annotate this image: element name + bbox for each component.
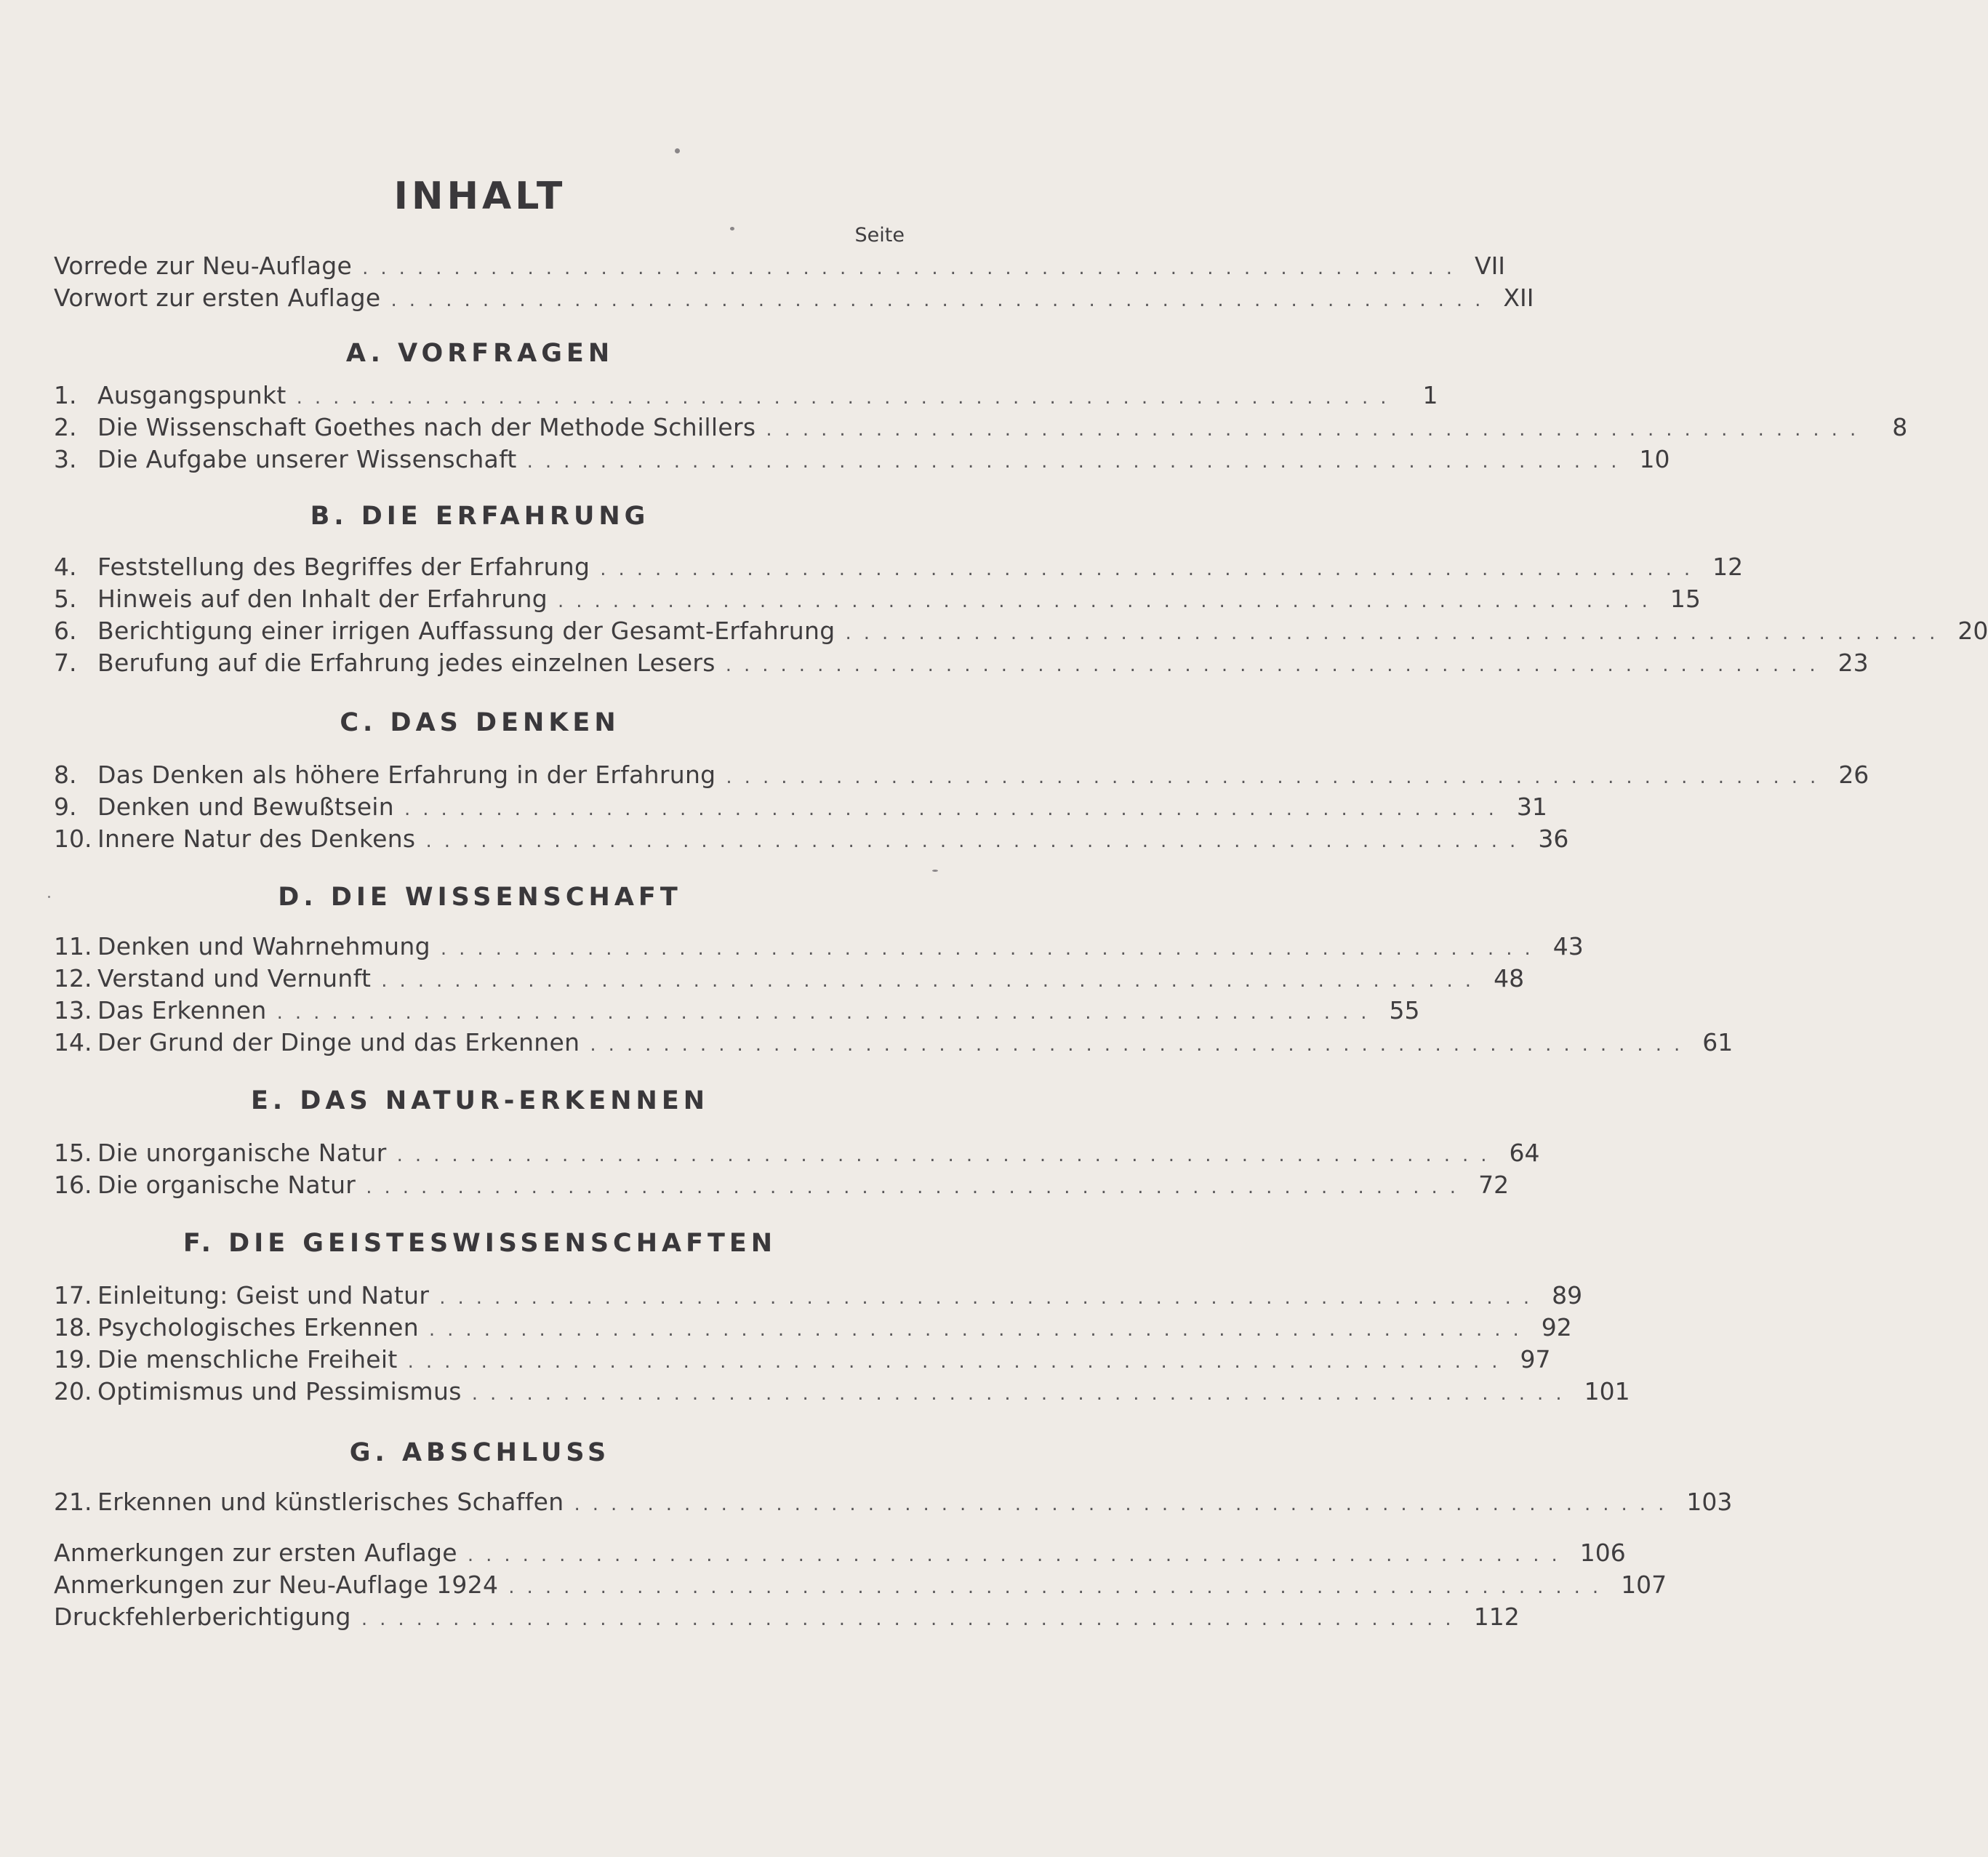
entry-text: Feststellung des Begriffes der Erfahrung <box>97 553 590 581</box>
dot-leader: ............................................................ <box>390 289 1494 311</box>
entry-text: Vorrede zur Neu-Auflage <box>54 252 353 280</box>
entry-page: 55 <box>1389 996 1420 1024</box>
dot-leader: ............................................................ <box>766 419 1869 441</box>
toc-entry <box>54 793 1547 826</box>
paper-speck <box>48 896 50 898</box>
entry-page: 36 <box>1538 825 1569 853</box>
entry-text: Vorwort zur ersten Auflage <box>54 284 381 312</box>
toc-entry <box>54 964 1525 998</box>
paper-speck <box>730 227 734 230</box>
entry-text: Anmerkungen zur Neu-Auflage 1924 <box>54 1571 499 1599</box>
toc-entry <box>54 1377 1630 1411</box>
entry-text: Verstand und Vernunft <box>97 964 372 992</box>
entry-text: Einleitung: Geist und Natur <box>97 1281 430 1309</box>
dot-leader: ............................................................ <box>366 1176 1469 1198</box>
toc-entry <box>54 553 1744 586</box>
entry-number: 13. <box>54 996 92 1024</box>
toc-entry <box>54 825 1569 858</box>
entry-page: 106 <box>1579 1539 1626 1567</box>
entry-text: Ausgangspunkt <box>97 381 286 409</box>
toc-entry <box>54 761 1869 794</box>
entry-number: 12. <box>54 964 92 992</box>
toc-entry <box>54 381 1438 414</box>
dot-leader: ............................................................ <box>467 1544 1570 1566</box>
toc-entry <box>54 1028 1734 1062</box>
entry-text: Denken und Wahrnehmung <box>97 932 430 960</box>
entry-text: Erkennen und künstlerisches Schaffen <box>97 1488 564 1516</box>
section-heading-a: A. VORFRAGEN <box>345 339 614 368</box>
entry-page: 15 <box>1670 585 1701 613</box>
toc-entry-front-2 <box>54 284 1534 317</box>
dot-leader: ............................................................ <box>526 451 1630 473</box>
entry-text: Psychologisches Erkennen <box>97 1313 419 1341</box>
toc-entry <box>54 585 1701 618</box>
dot-leader: ............................................................ <box>471 1383 1574 1405</box>
entry-page: 26 <box>1838 761 1869 789</box>
entry-number: 15. <box>54 1139 92 1167</box>
entry-number: 4. <box>54 553 77 581</box>
dot-leader: ............................................................ <box>404 798 1507 820</box>
dot-leader: ............................................................ <box>381 970 1484 992</box>
toc-entry <box>54 932 1584 966</box>
dot-leader: ............................................................ <box>396 1144 1499 1166</box>
entry-page: 112 <box>1473 1603 1520 1631</box>
entry-number: 5. <box>54 585 77 613</box>
entry-text: Optimismus und Pessimismus <box>97 1377 462 1405</box>
toc-entry-front-1 <box>54 252 1506 285</box>
entry-number: 20. <box>54 1377 92 1405</box>
toc-entry <box>54 1313 1572 1347</box>
toc-entry <box>54 1488 1733 1521</box>
dot-leader: ............................................................ <box>725 654 1828 676</box>
entry-number: 18. <box>54 1313 92 1341</box>
dot-leader: ............................................................ <box>407 1351 1510 1373</box>
toc-entry-back-3 <box>54 1603 1520 1636</box>
toc-entry-back-2 <box>54 1571 1667 1604</box>
dot-leader: ............................................................ <box>590 1034 1693 1056</box>
entry-page: 23 <box>1837 649 1869 677</box>
entry-number: 16. <box>54 1171 92 1199</box>
section-heading-c: C. DAS DENKEN <box>340 708 620 737</box>
dot-leader: ............................................................ <box>361 1608 1464 1630</box>
entry-page: 89 <box>1552 1281 1583 1309</box>
entry-page: 61 <box>1702 1028 1734 1056</box>
toc-entry <box>54 1139 1540 1172</box>
toc-entry <box>54 445 1670 478</box>
entry-text: Denken und Bewußtsein <box>97 793 394 821</box>
dot-leader: ............................................................ <box>276 1002 1379 1024</box>
entry-number: 19. <box>54 1345 92 1373</box>
toc-entry-back-1 <box>54 1539 1626 1572</box>
toc-entry <box>54 617 1988 650</box>
entry-text: Die Wissenschaft Goethes nach der Methode Schillers <box>97 413 756 441</box>
section-heading-b: B. DIE ERFAHRUNG <box>310 502 650 531</box>
entry-number: 10. <box>54 825 92 853</box>
entry-text: Der Grund der Dinge und das Erkennen <box>97 1028 580 1056</box>
dot-leader: ............................................................ <box>296 387 1399 409</box>
entry-number: 8. <box>54 761 77 789</box>
entry-page: 31 <box>1516 793 1547 821</box>
section-heading-d: D. DIE WISSENSCHAFT <box>278 883 682 912</box>
entry-text: Die Aufgabe unserer Wissenschaft <box>97 445 517 473</box>
entry-page: 92 <box>1541 1313 1572 1341</box>
dot-leader: ............................................................ <box>726 766 1829 788</box>
dot-leader: ............................................................ <box>428 1319 1531 1341</box>
entry-number: 14. <box>54 1028 92 1056</box>
page-column-label: Seite <box>854 224 905 246</box>
paper-speck <box>675 148 680 153</box>
entry-number: 7. <box>54 649 77 677</box>
dot-leader: ............................................................ <box>508 1576 1611 1598</box>
dot-leader: ............................................................ <box>439 1287 1542 1309</box>
toc-entry <box>54 1345 1551 1379</box>
entry-page: 20 <box>1957 617 1988 645</box>
toc-entry <box>54 413 1908 446</box>
entry-page: 103 <box>1686 1488 1733 1516</box>
toc-entry <box>54 996 1420 1030</box>
entry-text: Die organische Natur <box>97 1171 356 1199</box>
entry-text: Das Erkennen <box>97 996 267 1024</box>
dot-leader: ............................................................ <box>600 558 1703 580</box>
entry-page: 43 <box>1552 932 1584 960</box>
entry-page: 64 <box>1509 1139 1540 1167</box>
entry-page: 72 <box>1478 1171 1510 1199</box>
dot-leader: ............................................................ <box>425 830 1528 852</box>
entry-text: Die unorganische Natur <box>97 1139 387 1167</box>
paper-speck <box>932 870 938 872</box>
entry-number: 21. <box>54 1488 92 1516</box>
entry-text: Hinweis auf den Inhalt der Erfahrung <box>97 585 548 613</box>
entry-page: 1 <box>1422 381 1438 409</box>
dot-leader: ............................................................ <box>574 1493 1677 1515</box>
toc-entry <box>54 649 1869 682</box>
entry-page: XII <box>1503 284 1534 312</box>
entry-number: 2. <box>54 413 77 441</box>
entry-page: 12 <box>1712 553 1744 581</box>
entry-page: 48 <box>1494 964 1525 992</box>
entry-text: Die menschliche Freiheit <box>97 1345 398 1373</box>
entry-text: Berichtigung einer irrigen Auffassung der Gesamt-Erfahrung <box>97 617 835 645</box>
toc-entry <box>54 1281 1583 1315</box>
entry-number: 11. <box>54 932 92 960</box>
dot-leader: ............................................................ <box>845 622 1948 644</box>
entry-page: 101 <box>1584 1377 1630 1405</box>
entry-page: 8 <box>1892 413 1908 441</box>
dot-leader: ............................................................ <box>557 590 1660 612</box>
entry-number: 6. <box>54 617 77 645</box>
entry-text: Anmerkungen zur ersten Auflage <box>54 1539 457 1567</box>
entry-page: 107 <box>1621 1571 1667 1599</box>
entry-page: VII <box>1475 252 1506 280</box>
entry-text: Innere Natur des Denkens <box>97 825 416 853</box>
entry-page: 10 <box>1639 445 1670 473</box>
section-heading-e: E. DAS NATUR-ERKENNEN <box>250 1086 710 1115</box>
entry-text: Das Denken als höhere Erfahrung in der Erfahrung <box>97 761 716 789</box>
entry-page: 97 <box>1520 1345 1551 1373</box>
dot-leader: ............................................................ <box>362 257 1464 279</box>
dot-leader: ............................................................ <box>440 938 1543 960</box>
entry-text: Berufung auf die Erfahrung jedes einzelnen Lesers <box>97 649 716 677</box>
section-heading-f: F. DIE GEISTESWISSENSCHAFTEN <box>183 1229 777 1258</box>
entry-number: 9. <box>54 793 77 821</box>
entry-number: 3. <box>54 445 77 473</box>
entry-number: 1. <box>54 381 77 409</box>
section-heading-g: G. ABSCHLUSS <box>349 1438 611 1467</box>
entry-text: Druckfehlerberichtigung <box>54 1603 351 1631</box>
entry-number: 17. <box>54 1281 92 1309</box>
page-title: INHALT <box>393 175 566 218</box>
toc-entry <box>54 1171 1510 1204</box>
